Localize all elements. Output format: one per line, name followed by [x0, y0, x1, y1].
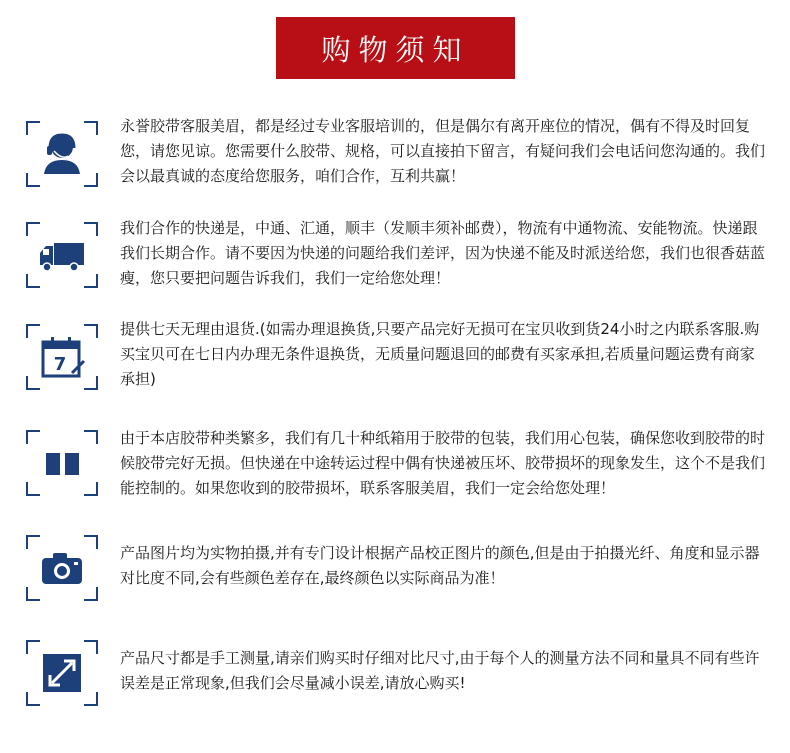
calendar-number: 7 — [53, 354, 67, 375]
notice-text: 我们合作的快递是，中通、汇通，顺丰（发顺丰须补邮费），物流有中通物流、安能物流。快递跟我们长期合作。请不要因为快递的问题给我们差评，因为快递不能及时派送给您，我们也很香菇蓝瘦，您只要把问题告诉我们，我们一定给您处理！ — [120, 219, 766, 287]
icon-frame — [26, 535, 98, 601]
customer-service-icon — [38, 130, 86, 178]
notice-text: 产品尺寸都是手工测量,请亲们购买时仔细对比尺寸,由于每个人的测量方法不同和量具不同有些许误差是正常现象,但我们会尽量减小误差,请放心购买! — [120, 649, 760, 692]
icon-frame — [26, 640, 98, 706]
notice-text: 永誉胶带客服美眉，都是经过专业客服培训的，但是偶尔有离开座位的情况，偶有不得及时回复您，请您见谅。您需要什么胶带、规格，可以直接拍下留言，有疑问我们会电话问您沟通的。我们会以最真诚的态度给您服务，咱们合作，互利共赢！ — [120, 117, 766, 185]
icon-frame — [26, 430, 98, 496]
page-title-banner — [276, 17, 515, 79]
icon-frame — [26, 222, 98, 288]
notice-text: 产品图片均为实物拍摄,并有专门设计根据产品校正图片的颜色,但是由于拍摄光纤、角度和显示器对比度不同,会有些颜色差存在,最终颜色以实际商品为准！ — [120, 544, 760, 587]
icon-frame — [26, 324, 98, 390]
delivery-truck-icon — [38, 231, 86, 279]
notice-text: 提供七天无理由退货.(如需办理退换货,只要产品完好无损可在宝贝收到货24小时之内联系客服.购买宝贝可在七日内办理无条件退换货，无质量问题退回的邮费有买家承担,若质量问题运费有商家承担) — [120, 320, 760, 388]
camera-icon — [38, 544, 86, 592]
seven-day-calendar-icon — [38, 333, 86, 381]
measure-arrow-icon — [38, 649, 86, 697]
icon-frame — [26, 121, 98, 187]
package-box-icon — [38, 439, 86, 487]
notice-text: 由于本店胶带种类繁多，我们有几十种纸箱用于胶带的包装，我们用心包装，确保您收到胶带的时候胶带完好无损。但快递在中途转运过程中偶有快递被压坏、胶带损坏的现象发生，这个不是我们能控制的。如果您收到的胶带损坏，联系客服美眉，我们一定会给您处理！ — [120, 429, 766, 497]
page-title: 购物须知 — [321, 32, 470, 67]
